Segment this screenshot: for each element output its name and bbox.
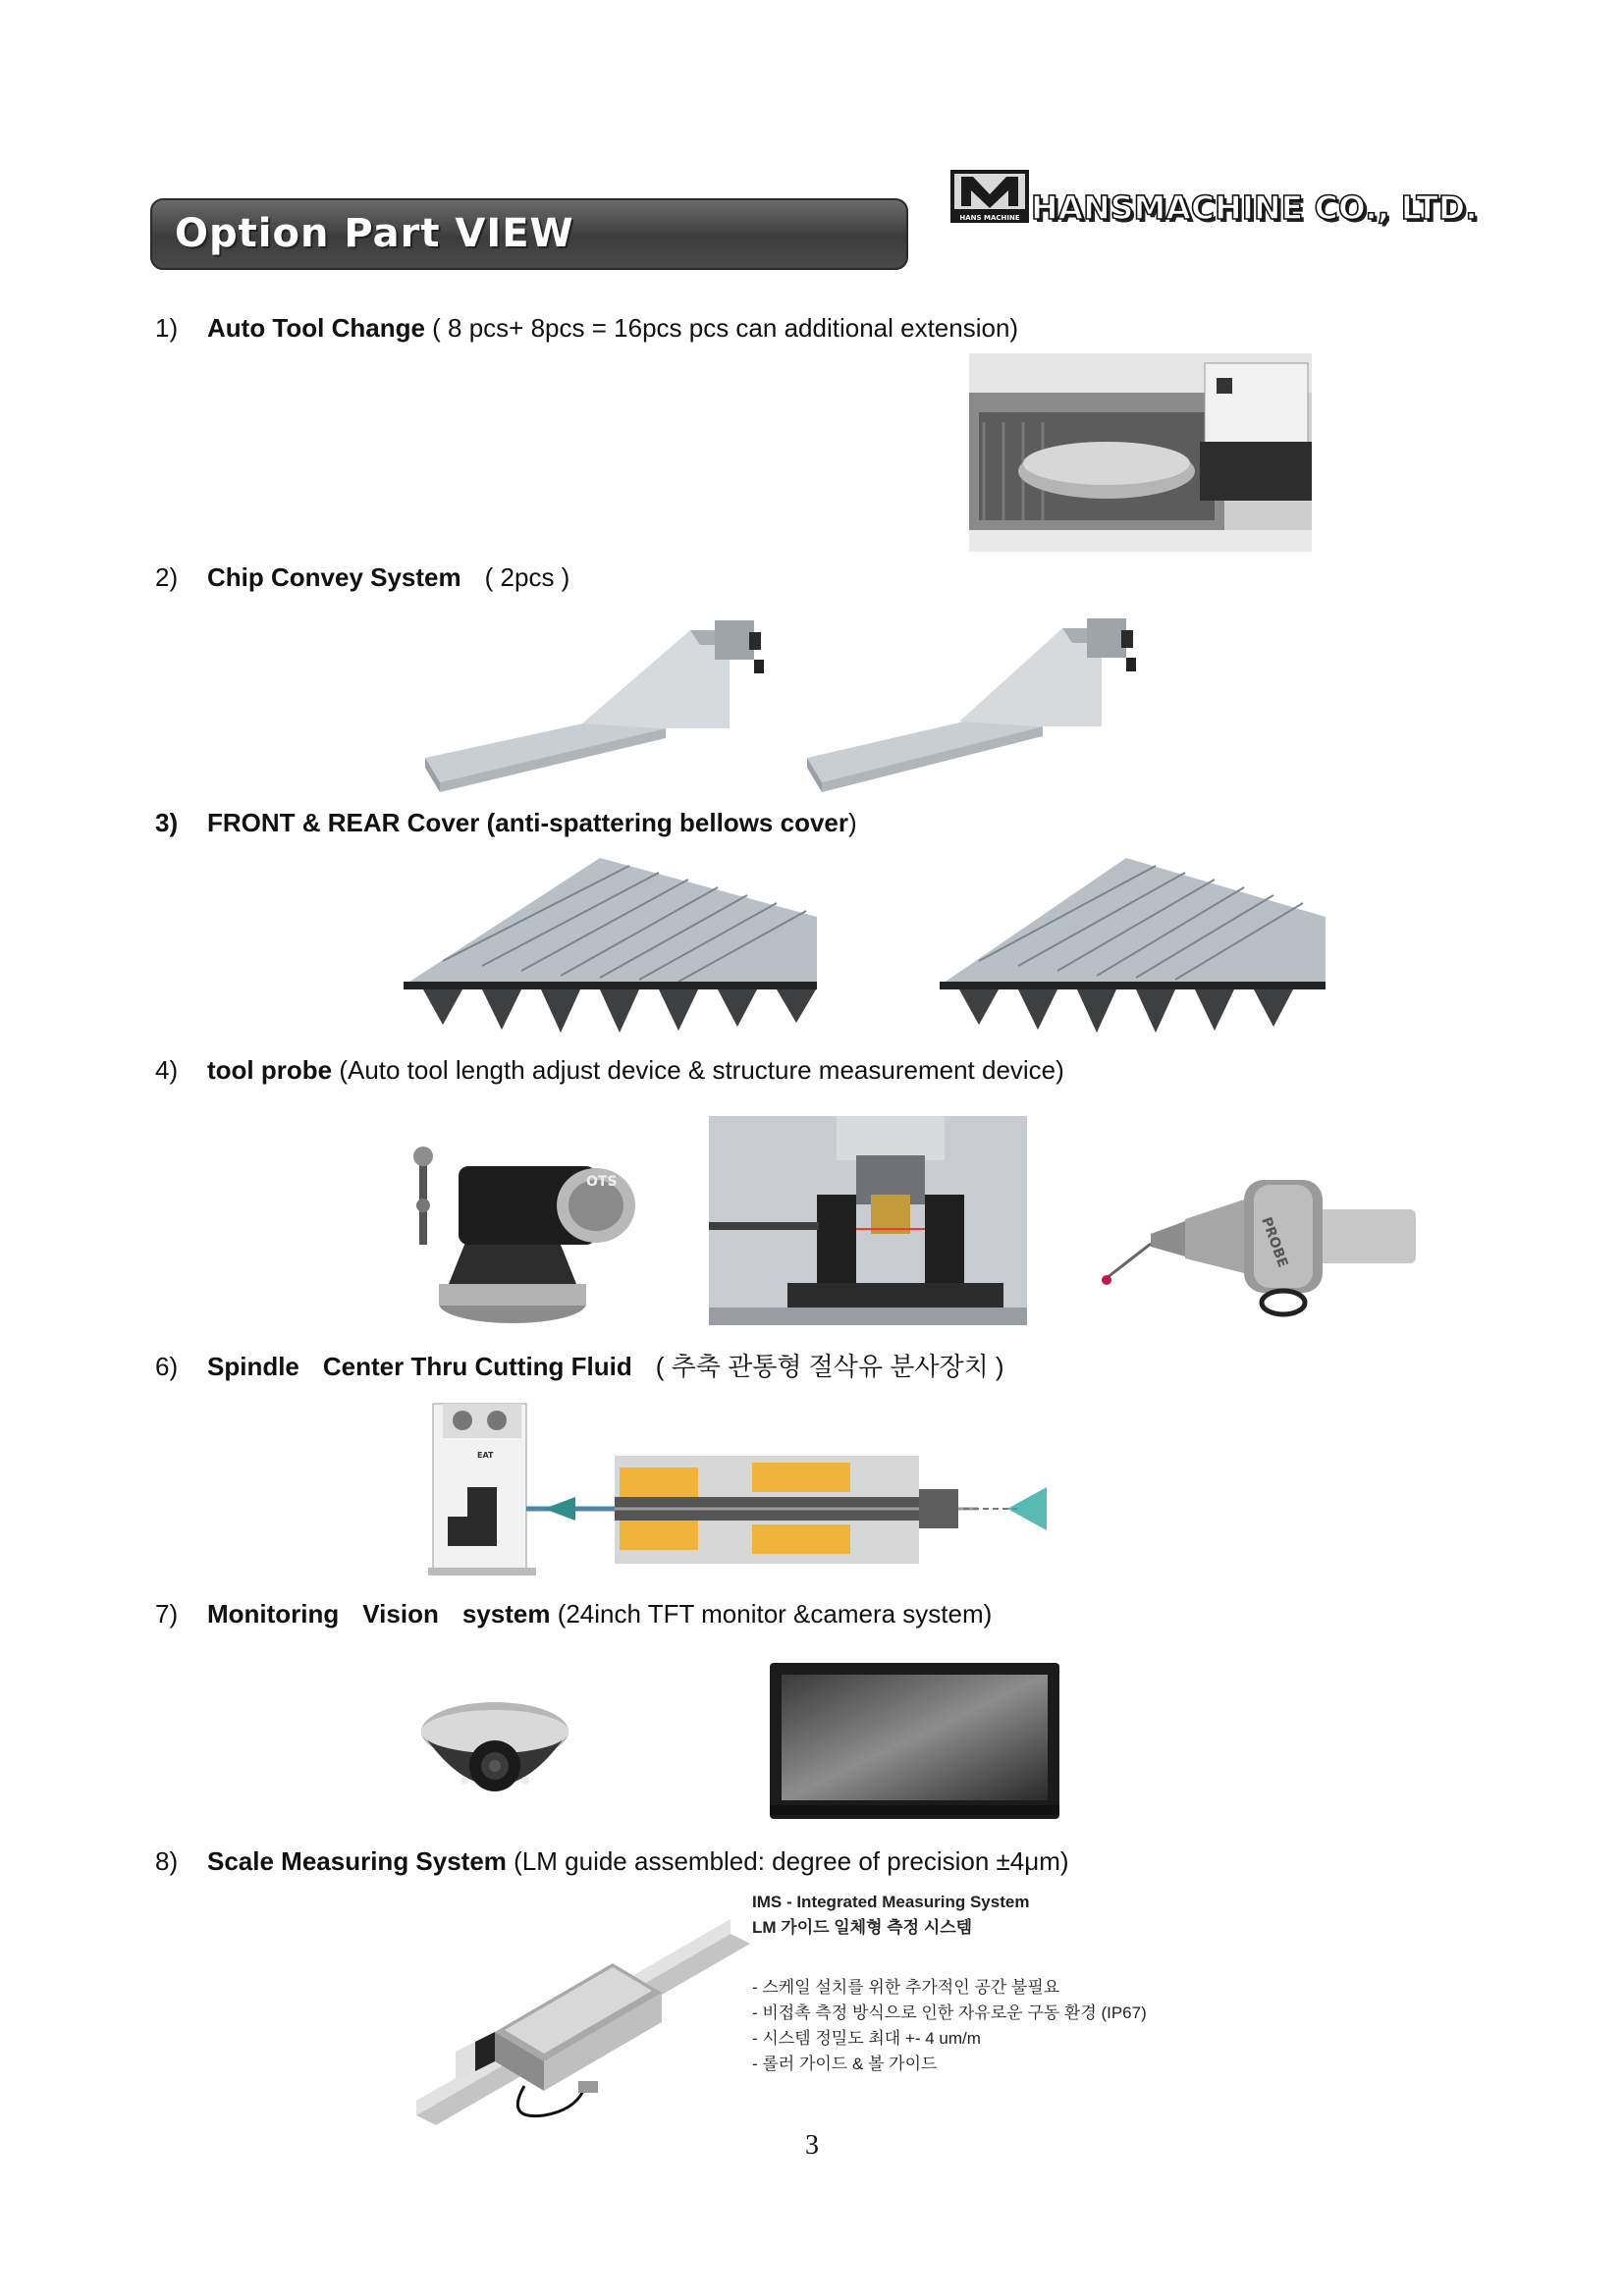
section-number: 7) — [155, 1599, 179, 1629]
tft-monitor-image — [770, 1663, 1059, 1819]
svg-text:HANS MACHINE: HANS MACHINE — [959, 214, 1020, 222]
section-number: 2) — [155, 562, 179, 592]
svg-text:OTS: OTS — [586, 1174, 618, 1190]
section-spindle-coolant — [155, 1351, 1004, 1382]
page-number: 3 — [805, 2130, 819, 2161]
bellows-cover-image-1 — [404, 858, 817, 1037]
section-title: tool probe — [207, 1055, 333, 1085]
ims-title-kr: LM 가이드 일체형 측정 시스템 — [752, 1918, 973, 1937]
touch-probe-image — [1097, 1160, 1416, 1327]
section-number: 1) — [155, 313, 179, 343]
section-detail: ( 2pcs ) — [484, 562, 570, 592]
section-title: Chip Convey System — [207, 562, 461, 592]
company-name: HANSMACHINE CO., LTD. — [1031, 188, 1478, 227]
auto-tool-change-image — [969, 353, 1312, 552]
ims-feature-item: - 시스템 정밀도 최대 +- 4 um/m — [752, 2029, 981, 2048]
section-chip-convey — [155, 561, 569, 593]
section-number: 8) — [155, 1846, 179, 1876]
laser-tool-setter-image — [709, 1116, 1027, 1325]
section-title-part: Vision — [362, 1599, 439, 1629]
company-logo — [949, 169, 1030, 224]
section-title-part: Center Thru Cutting Fluid — [322, 1352, 632, 1381]
section-title-part: Monitoring — [207, 1599, 340, 1629]
ims-title-en: IMS - Integrated Measuring System — [752, 1893, 1030, 1911]
tool-setter-image — [400, 1137, 653, 1327]
ims-feature-item: - 비접촉 측정 방식으로 인한 자유로운 구동 환경 (IP67) — [752, 2003, 1147, 2022]
section-title: Scale Measuring System — [207, 1846, 507, 1876]
bellows-cover-image-2 — [940, 858, 1326, 1037]
section-bellows-cover — [155, 807, 857, 838]
section-detail: ( 8 pcs+ 8pcs = 16pcs pcs can additional extension) — [424, 313, 1019, 343]
section-detail: (24inch TFT monitor &camera system) — [550, 1599, 993, 1629]
section-scale-measuring — [155, 1845, 1069, 1877]
section-tool-probe — [155, 1054, 1064, 1086]
ims-feature-list — [752, 1975, 1147, 2077]
page-title: Option Part VIEW — [175, 211, 574, 256]
ims-feature-item: - 롤러 가이드 & 볼 가이드 — [752, 2055, 938, 2073]
dome-camera-image — [413, 1692, 576, 1824]
spindle-coolant-diagram — [428, 1399, 1056, 1580]
section-title-part: Spindle — [207, 1352, 299, 1381]
section-monitoring — [155, 1598, 992, 1629]
ims-heading — [752, 1890, 1029, 1941]
section-detail: ) — [847, 808, 857, 837]
chip-conveyor-image-2 — [802, 605, 1156, 797]
section-auto-tool-change — [155, 312, 1018, 344]
section-detail: ( 추축 관통형 절삭유 분사장치 ) — [655, 1352, 1004, 1381]
chip-conveyor-image-1 — [420, 611, 810, 797]
section-detail: (LM guide assembled: degree of precision ±4μm) — [506, 1846, 1069, 1876]
svg-text:EAT: EAT — [477, 1451, 494, 1460]
section-title-part: system — [461, 1599, 551, 1629]
section-number: 3) — [155, 808, 179, 837]
section-number: 6) — [155, 1352, 179, 1381]
section-title: Auto Tool Change — [207, 313, 425, 343]
section-title: FRONT & REAR Cover (anti-spattering bellows cover — [207, 808, 848, 837]
section-number: 4) — [155, 1055, 179, 1085]
svg-text:PROBE: PROBE — [1258, 1214, 1291, 1270]
lm-guide-image — [416, 1904, 750, 2130]
ims-feature-item: - 스케일 설치를 위한 추가적인 공간 불필요 — [752, 1978, 1060, 1997]
section-detail: (Auto tool length adjust device & structure measurement device) — [332, 1055, 1064, 1085]
